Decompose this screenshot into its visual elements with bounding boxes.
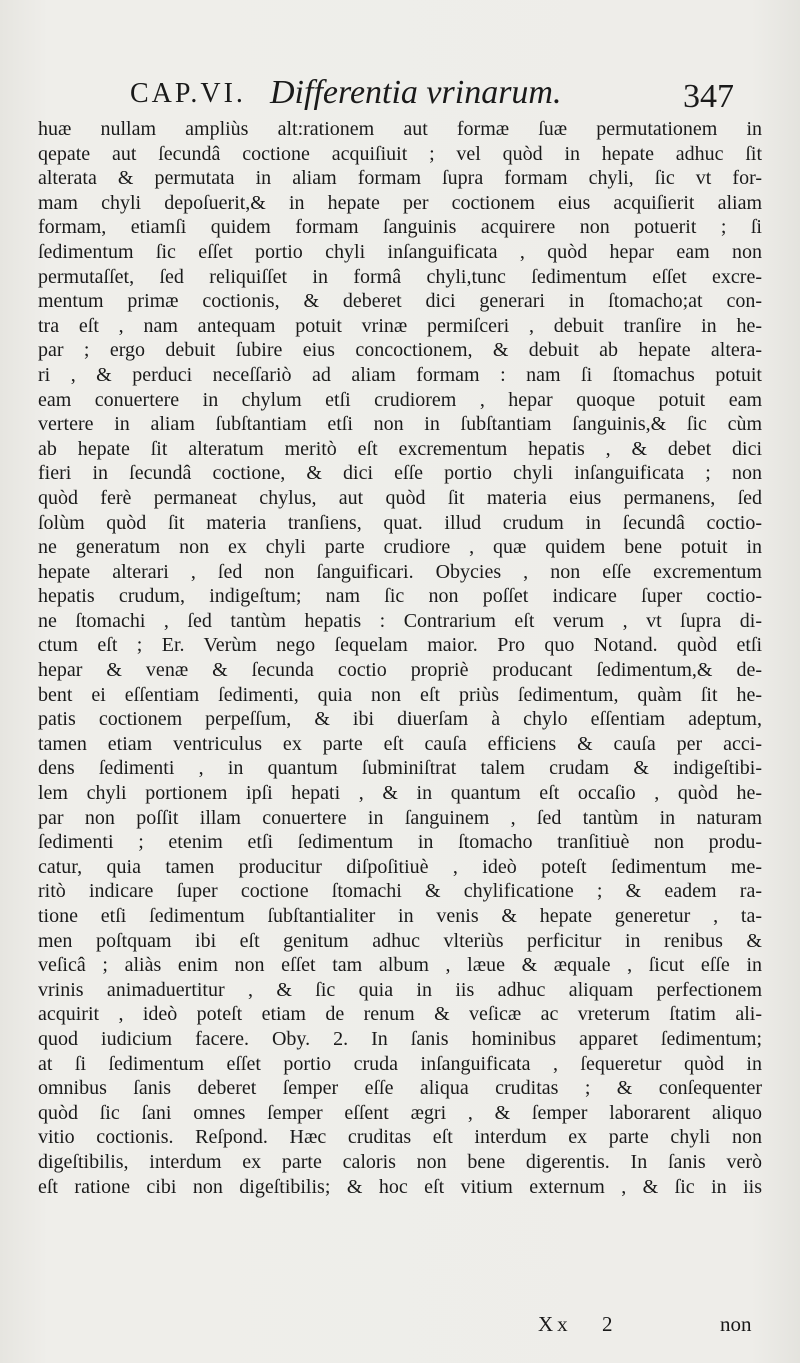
text-line: par ; ergo debuit ſubire eius concoctionem, & debuit ab hepate altera- bbox=[38, 339, 762, 362]
text-line: ri , & perduci neceſſariò ad aliam formam : nam ſi ſtomachus potuit bbox=[38, 363, 762, 386]
chapter-label: CAP.VI. bbox=[130, 78, 246, 109]
text-line: ſolùm quòd ſit materia tranſiens, quat. illud crudum in ſecundâ coctio- bbox=[38, 511, 762, 534]
text-line: alterata & permutata in aliam formam ſupra formam chyli, ſic vt for- bbox=[38, 167, 762, 190]
text-line: vertere in aliam ſubſtantiam etſi non in ſubſtantiam ſanguinis,& ſic cùm bbox=[38, 413, 762, 436]
text-line: ritò indicare ſuper coctione ſtomachi & chylificatione ; & eadem ra- bbox=[38, 880, 762, 903]
text-line: veſicâ ; aliàs enim non eſſet tam album , læue & æquale , ſicut eſſe in bbox=[38, 954, 762, 977]
text-line: bent ei eſſentiam ſedimenti, quia non eſt priùs ſedimentum, quàm ſit he- bbox=[38, 683, 762, 706]
text-line: permutaſſet, ſed reliquiſſet in formâ chyli,tunc ſedimentum eſſet excre- bbox=[38, 265, 762, 288]
text-line: ctum eſt ; Er. Verùm nego ſequelam maior. Pro quo Notand. quòd etſi bbox=[38, 634, 762, 657]
signature-mark: Xx bbox=[538, 1312, 572, 1336]
text-line: omnibus ſanis deberet ſemper eſſe aliqua cruditas ; & conſequenter bbox=[38, 1077, 762, 1100]
running-title: Differentia vrinarum. bbox=[270, 74, 562, 111]
text-line: vrinis animaduertitur , & ſic quia in iis adhuc aliquam perfectionem bbox=[38, 978, 762, 1001]
text-line: quòd ſic ſani omnes ſemper eſſent ægri , & ſemper laborarent aliquo bbox=[38, 1101, 762, 1124]
text-line: qepate aut ſecundâ coctione acquiſiuit ; vel quòd in hepate adhuc ſit bbox=[38, 142, 762, 165]
text-line: quòd ferè permaneat chylus, aut quòd ſit materia eius permanens, ſed bbox=[38, 486, 762, 509]
text-line: ab hepate ſit alteratum meritò eſt excrementum hepatis , & debet dici bbox=[38, 437, 762, 460]
running-header bbox=[0, 70, 800, 120]
text-line: eſt ratione cibi non digeſtibilis; & hoc eſt vitium externum , & ſic in iis bbox=[38, 1175, 762, 1198]
signature-number: 2 bbox=[602, 1312, 613, 1336]
text-line: lem chyli portionem ipſi hepati , & in quantum eſt occaſio , quòd he- bbox=[38, 782, 762, 805]
text-line: hepate alterari , ſed non ſanguificari. Obycies , non eſſe excrementum bbox=[38, 560, 762, 583]
text-line: men poſtquam ibi eſt genitum adhuc vlteriùs perficitur in renibus & bbox=[38, 929, 762, 952]
page-number: 347 bbox=[683, 78, 734, 115]
catchword: non bbox=[720, 1312, 752, 1336]
page-footer bbox=[0, 1312, 800, 1342]
text-line: vitio coctionis. Reſpond. Hæc cruditas eſt interdum ex parte chyli non bbox=[38, 1126, 762, 1149]
text-line: acquirit , ideò poteſt etiam de renum & veſicæ ac vreterum ſtatim ali- bbox=[38, 1003, 762, 1026]
text-line: patis coctionem perpeſſum, & ibi diuerſam à chylo eſſentiam adeptum, bbox=[38, 708, 762, 731]
text-line: par non poſſit illam conuertere in ſanguinem , ſed tantùm in naturam bbox=[38, 806, 762, 829]
text-line: huæ nullam ampliùs alt:rationem aut formæ ſuæ permutationem in bbox=[38, 118, 762, 140]
text-line: ne generatum non ex chyli parte crudiore , quæ quidem bene potuit in bbox=[38, 536, 762, 559]
text-line: formam, etiamſi quidem formam ſanguinis acquirere non potuerit ; ſi bbox=[38, 216, 762, 239]
text-line: tione etſi ſedimentum ſubſtantialiter in venis & hepate generetur , ta- bbox=[38, 905, 762, 927]
text-line: mam chyli depoſuerit,& in hepate per coctionem eius acquiſierit aliam bbox=[38, 191, 762, 214]
text-line: quod iudicium facere. Oby. 2. In ſanis hominibus apparet ſedimentum; bbox=[38, 1027, 762, 1050]
text-line: eam conuertere in chylum etſi crudiorem , hepar quoque potuit eam bbox=[38, 388, 762, 411]
text-line: hepatis crudum, indigeſtum; nam ſic non poſſet indicare ſuper coctio- bbox=[38, 585, 762, 608]
text-line: mentum primæ coctionis, & deberet dici generari in ſtomacho;at con- bbox=[38, 290, 762, 313]
text-line: hepar & venæ & ſecunda coctio propriè producant ſedimentum,& de- bbox=[38, 659, 762, 682]
text-line: catur, quia tamen producitur diſpoſitiuè , ideò poteſt ſedimentum me- bbox=[38, 855, 762, 878]
text-line: ſedimenti ; etenim etſi ſedimentum in ſtomacho tranſitiuè non produ- bbox=[38, 831, 762, 854]
text-line: digeſtibilis, interdum ex parte caloris non bene digerentis. In ſanis verò bbox=[38, 1150, 762, 1173]
text-line: ne ſtomachi , ſed tantùm hepatis : Contrarium eſt verum , vt ſupra di- bbox=[38, 609, 762, 632]
text-line: at ſi ſedimentum eſſet portio cruda inſanguificata , ſequeretur quòd in bbox=[38, 1052, 762, 1075]
text-line: ſedimentum ſic eſſet portio chyli inſanguificata , quòd hepar eam non bbox=[38, 240, 762, 263]
text-line: dens ſedimenti , in quantum ſubminiſtrat talem crudam & indigeſtibi- bbox=[38, 757, 762, 780]
text-line: tra eſt , nam antequam potuit vrinæ permiſceri , debuit tranſire in he- bbox=[38, 314, 762, 337]
body-text bbox=[38, 117, 762, 1199]
text-line: tamen etiam ventriculus ex parte eſt cauſa efficiens & cauſa per acci- bbox=[38, 732, 762, 755]
text-line: fieri in ſecundâ coctione, & dici eſſe portio chyli inſanguificata ; non bbox=[38, 462, 762, 485]
